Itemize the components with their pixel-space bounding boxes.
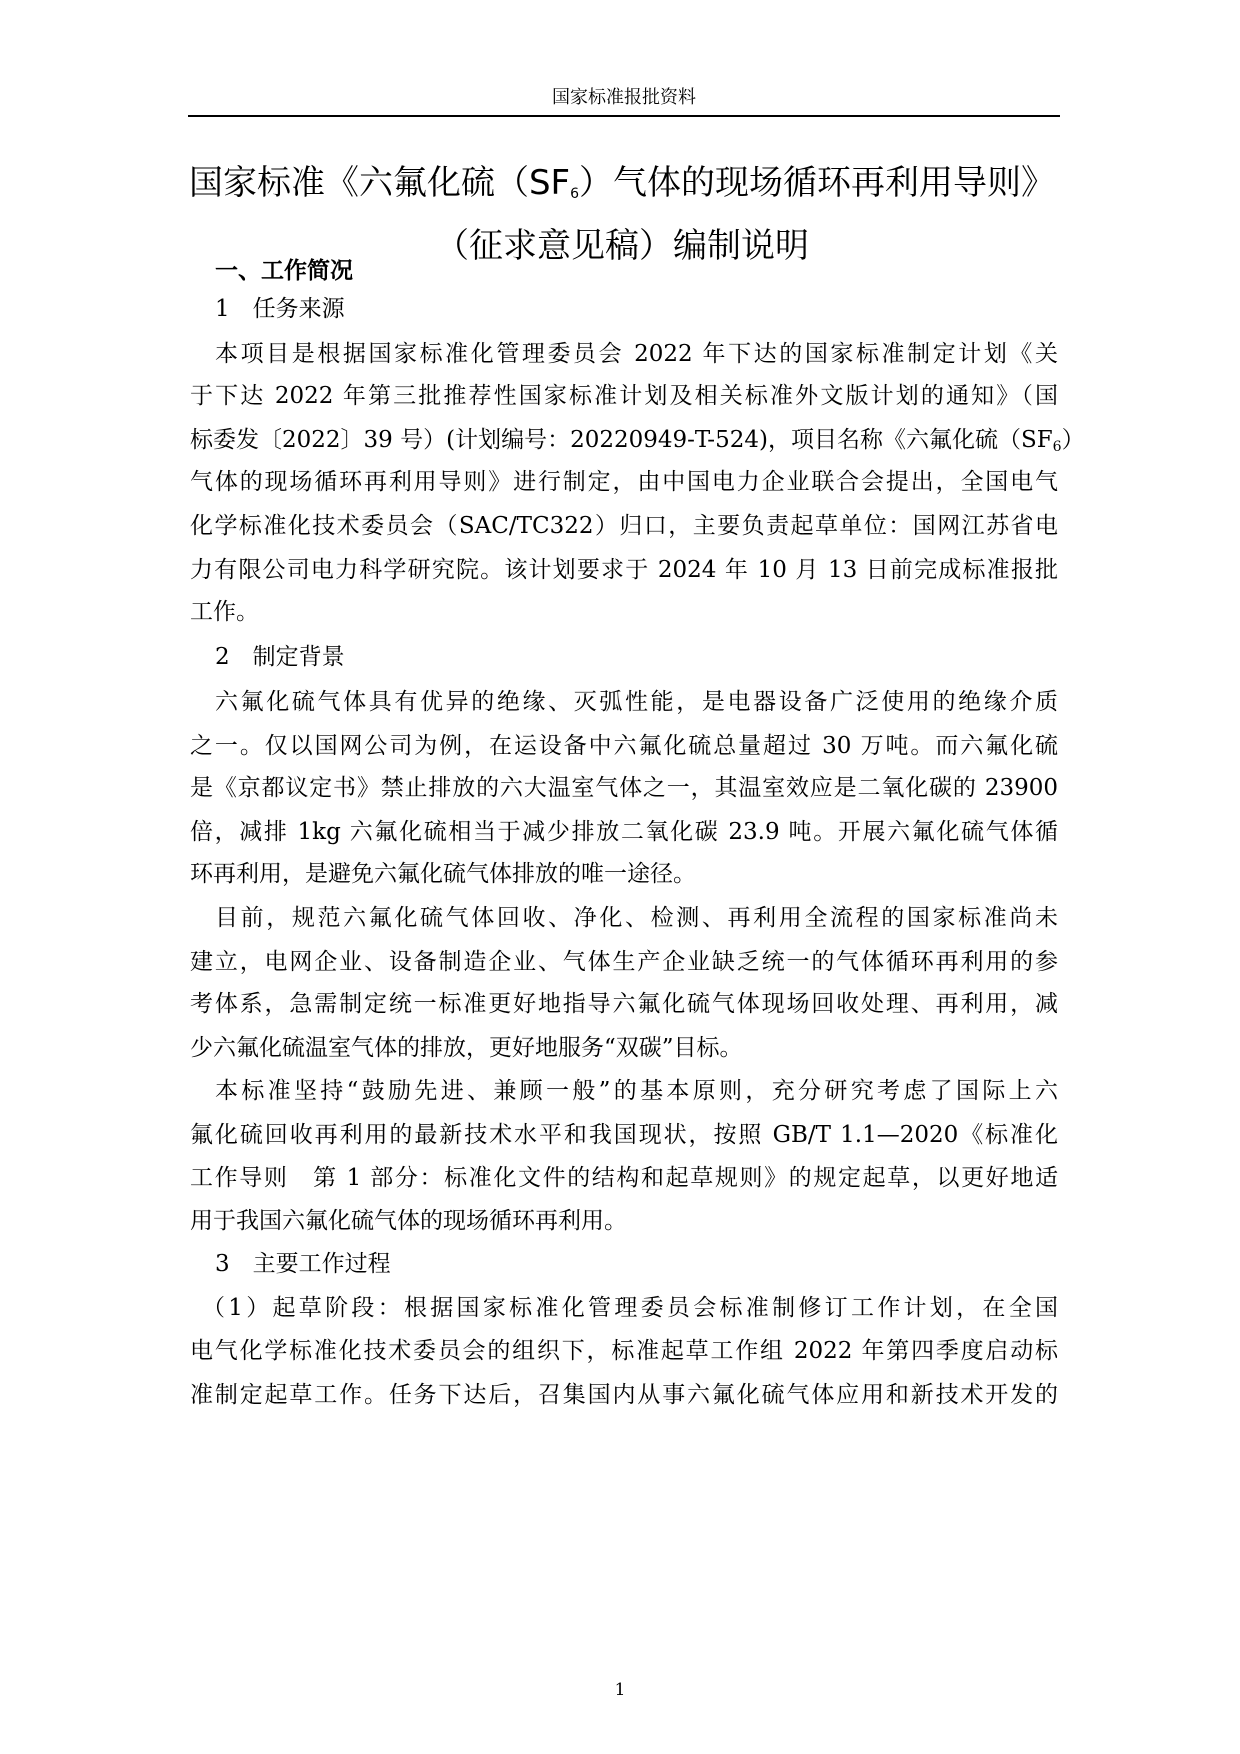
title-line1-prefix: 国家标准《六氟化硫（SF — [188, 163, 571, 203]
subsection-heading: 1 任务来源 — [215, 296, 345, 322]
paragraph-line: 准制定起草工作。任务下达后，召集国内从事六氟化硫气体应用和新技术开发的 — [190, 1382, 1058, 1408]
paragraph-line: 力有限公司电力科学研究院。该计划要求于 2024 年 10 月 13 日前完成标准报批 — [190, 557, 1058, 583]
paragraph-text: 标委发〔2022〕39 号）(计划编号：20220949-T-524)，项目名称《六氟化硫（SF — [190, 427, 1053, 453]
title-subscript: 6 — [570, 186, 580, 202]
paragraph-line: 倍，减排 1kg 六氟化硫相当于减少排放二氧化碳 23.9 吨。开展六氟化硫气体循 — [190, 819, 1058, 845]
paragraph-line: 氟化硫回收再利用的最新技术水平和我国现状，按照 GB/T 1.1—2020《标准化 — [190, 1122, 1058, 1148]
paragraph-line: 化学标准化技术委员会（SAC/TC322）归口，主要负责起草单位：国网江苏省电 — [190, 513, 1058, 539]
title-line1-suffix: ）气体的现场循环再利用导则》 — [579, 163, 1056, 203]
document-title-line2: （征求意见稿）编制说明 — [435, 226, 809, 266]
paragraph-line: 用于我国六氟化硫气体的现场循环再利用。 — [190, 1208, 627, 1234]
running-header: 国家标准报批资料 — [552, 87, 696, 108]
paragraph-line: 六氟化硫气体具有优异的绝缘、灭弧性能，是电器设备广泛使用的绝缘介质 — [215, 689, 1058, 715]
subscript: 6 — [1052, 439, 1062, 455]
paragraph-line: 工作。 — [190, 599, 259, 625]
page-number: 1 — [614, 1680, 626, 1700]
paragraph-line: 考体系，急需制定统一标准更好地指导六氟化硫气体现场回收处理、再利用，减 — [190, 991, 1058, 1017]
paragraph-line: 工作导则 第 1 部分：标准化文件的结构和起草规则》的规定起草，以更好地适 — [190, 1165, 1058, 1191]
paragraph-text: ） — [1061, 427, 1085, 453]
paragraph-line: 少六氟化硫温室气体的排放，更好地服务“双碳”目标。 — [190, 1035, 743, 1061]
paragraph-line: 电气化学标准化技术委员会的组织下，标准起草工作组 2022 年第四季度启动标 — [190, 1338, 1058, 1364]
paragraph-line: 于下达 2022 年第三批推荐性国家标准计划及相关标准外文版计划的通知》（国 — [190, 383, 1058, 409]
paragraph-line: 气体的现场循环再利用导则》进行制定，由中国电力企业联合会提出，全国电气 — [190, 469, 1058, 495]
subsection-heading: 2 制定背景 — [215, 644, 345, 670]
paragraph-line: 目前，规范六氟化硫气体回收、净化、检测、再利用全流程的国家标准尚未 — [215, 905, 1058, 931]
paragraph-line — [190, 425, 1085, 455]
paragraph-line: 本项目是根据国家标准化管理委员会 2022 年下达的国家标准制定计划《关 — [215, 341, 1058, 367]
header-rule — [188, 115, 1060, 117]
section-heading: 一、工作简况 — [215, 258, 353, 284]
paragraph-line: 本标准坚持“鼓励先进、兼顾一般”的基本原则，充分研究考虑了国际上六 — [215, 1078, 1058, 1104]
paragraph-line: 环再利用，是避免六氟化硫气体排放的唯一途径。 — [190, 861, 696, 887]
document-title-line1 — [150, 163, 1094, 214]
subsection-heading: 3 主要工作过程 — [215, 1251, 391, 1277]
paragraph-line: （1）起草阶段：根据国家标准化管理委员会标准制修订工作计划，在全国 — [202, 1295, 1058, 1321]
paragraph-line: 是《京都议定书》禁止排放的六大温室气体之一，其温室效应是二氧化碳的 23900 — [190, 775, 1058, 801]
paragraph-line: 建立，电网企业、设备制造企业、气体生产企业缺乏统一的气体循环再利用的参 — [190, 949, 1058, 975]
paragraph-line: 之一。仅以国网公司为例，在运设备中六氟化硫总量超过 30 万吨。而六氟化硫 — [190, 733, 1058, 759]
